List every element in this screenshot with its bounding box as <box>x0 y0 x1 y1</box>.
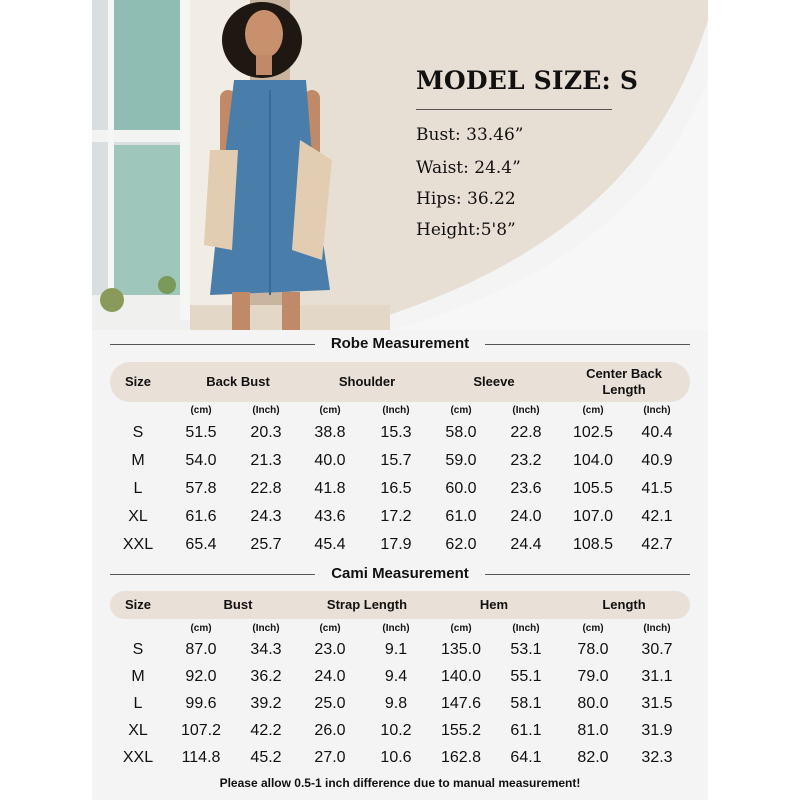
robe-header-2: Shoulder <box>338 374 396 389</box>
robe-unit-0: (cm) <box>190 405 212 416</box>
cami-unit-4: (cm) <box>450 623 472 634</box>
cami-cell: 58.1 <box>510 695 542 712</box>
robe-cell: 22.8 <box>510 424 542 441</box>
cami-cell: 42.2 <box>250 722 282 739</box>
model-photo <box>92 0 708 330</box>
robe-cell: 16.5 <box>380 480 412 497</box>
cami-unit-5: (Inch) <box>512 623 540 634</box>
robe-cell: 65.4 <box>185 536 217 553</box>
cami-cell: 107.2 <box>180 722 222 739</box>
cami-unit-2: (cm) <box>319 623 341 634</box>
robe-cell: 15.7 <box>380 452 412 469</box>
robe-header-4: Center Back Length <box>586 366 662 397</box>
cami-header-3: Hem <box>479 597 509 612</box>
model-height: Height:5'8” <box>416 220 516 240</box>
cami-cell: 39.2 <box>250 695 282 712</box>
robe-cell: 60.0 <box>445 480 477 497</box>
cami-unit-7: (Inch) <box>643 623 671 634</box>
robe-section-title: Robe Measurement <box>330 335 470 352</box>
measurement-note: Please allow 0.5-1 inch difference due to manual measurement! <box>219 776 581 790</box>
cami-unit-3: (Inch) <box>382 623 410 634</box>
robe-cell: 24.3 <box>250 508 282 525</box>
cami-cell: 31.1 <box>641 668 673 685</box>
robe-cell: 41.5 <box>641 480 673 497</box>
cami-cell: 30.7 <box>641 641 673 658</box>
robe-cell: 23.2 <box>510 452 542 469</box>
robe-cell: 57.8 <box>185 480 217 497</box>
cami-unit-0: (cm) <box>190 623 212 634</box>
robe-cell: 51.5 <box>185 424 217 441</box>
cami-cell: 79.0 <box>577 668 609 685</box>
robe-unit-4: (cm) <box>450 405 472 416</box>
cami-cell: 135.0 <box>440 641 482 658</box>
robe-unit-3: (Inch) <box>382 405 410 416</box>
robe-cell: 17.9 <box>380 536 412 553</box>
cami-title-line-right <box>485 574 690 575</box>
model-hips: Hips: 36.22 <box>416 189 516 209</box>
robe-cell: 102.5 <box>572 424 614 441</box>
robe-cell: 41.8 <box>314 480 346 497</box>
robe-size-label: XXL <box>122 536 154 553</box>
robe-cell: 45.4 <box>314 536 346 553</box>
cami-size-label: M <box>131 668 145 685</box>
cami-cell: 10.2 <box>380 722 412 739</box>
cami-cell: 78.0 <box>577 641 609 658</box>
robe-unit-2: (cm) <box>319 405 341 416</box>
cami-section-title: Cami Measurement <box>331 565 469 582</box>
cami-cell: 10.6 <box>380 749 412 766</box>
cami-cell: 27.0 <box>314 749 346 766</box>
cami-cell: 114.8 <box>181 749 221 766</box>
cami-cell: 55.1 <box>510 668 542 685</box>
robe-title-line-right <box>485 344 690 345</box>
cami-cell: 162.8 <box>440 749 482 766</box>
robe-header-0: Size <box>124 374 151 389</box>
robe-cell: 43.6 <box>314 508 346 525</box>
cami-cell: 36.2 <box>250 668 282 685</box>
robe-cell: 24.4 <box>510 536 542 553</box>
robe-unit-1: (Inch) <box>252 405 280 416</box>
model-bust: Bust: 33.46” <box>416 125 524 145</box>
cami-cell: 23.0 <box>314 641 346 658</box>
robe-header-1: Back Bust <box>206 374 270 389</box>
robe-size-label: XL <box>128 508 148 525</box>
model-waist: Waist: 24.4” <box>416 158 521 178</box>
robe-cell: 42.1 <box>641 508 673 525</box>
cami-cell: 25.0 <box>314 695 346 712</box>
cami-header-2: Strap Length <box>326 597 408 612</box>
cami-header-4: Length <box>602 597 646 612</box>
cami-cell: 92.0 <box>185 668 217 685</box>
robe-size-label: M <box>131 452 145 469</box>
model-size-title: MODEL SIZE: S <box>416 66 639 95</box>
model-photo-illustration <box>92 0 708 330</box>
robe-cell: 59.0 <box>445 452 477 469</box>
cami-cell: 80.0 <box>577 695 609 712</box>
cami-header-0: Size <box>124 597 151 612</box>
robe-unit-6: (cm) <box>582 405 604 416</box>
cami-cell: 64.1 <box>510 749 542 766</box>
cami-cell: 53.1 <box>510 641 542 658</box>
robe-cell: 40.0 <box>314 452 346 469</box>
robe-cell: 17.2 <box>380 508 412 525</box>
robe-cell: 22.8 <box>250 480 282 497</box>
robe-unit-7: (Inch) <box>643 405 671 416</box>
robe-cell: 15.3 <box>380 424 412 441</box>
robe-cell: 61.6 <box>185 508 217 525</box>
robe-cell: 107.0 <box>572 508 614 525</box>
cami-cell: 81.0 <box>577 722 609 739</box>
cami-cell: 140.0 <box>440 668 482 685</box>
cami-cell: 34.3 <box>250 641 282 658</box>
cami-cell: 24.0 <box>314 668 346 685</box>
robe-unit-5: (Inch) <box>512 405 540 416</box>
cami-unit-6: (cm) <box>582 623 604 634</box>
robe-cell: 21.3 <box>250 452 282 469</box>
robe-cell: 105.5 <box>572 480 614 497</box>
cami-cell: 99.6 <box>185 695 217 712</box>
cami-cell: 82.0 <box>577 749 609 766</box>
robe-size-label: L <box>133 480 143 497</box>
cami-unit-1: (Inch) <box>252 623 280 634</box>
model-title-divider <box>416 109 612 110</box>
robe-cell: 54.0 <box>185 452 217 469</box>
cami-header-1: Bust <box>223 597 253 612</box>
robe-cell: 42.7 <box>641 536 673 553</box>
robe-header-3: Sleeve <box>473 374 515 389</box>
robe-cell: 104.0 <box>572 452 614 469</box>
cami-cell: 9.4 <box>384 668 408 685</box>
cami-cell: 9.8 <box>384 695 408 712</box>
robe-cell: 62.0 <box>445 536 477 553</box>
robe-cell: 24.0 <box>510 508 542 525</box>
cami-cell: 31.9 <box>641 722 673 739</box>
robe-cell: 38.8 <box>314 424 346 441</box>
cami-size-label: L <box>133 695 143 712</box>
robe-cell: 61.0 <box>445 508 477 525</box>
robe-cell: 58.0 <box>445 424 477 441</box>
cami-size-label: XL <box>128 722 148 739</box>
cami-cell: 31.5 <box>641 695 673 712</box>
cami-cell: 45.2 <box>250 749 282 766</box>
cami-cell: 87.0 <box>185 641 217 658</box>
cami-cell: 147.6 <box>440 695 482 712</box>
robe-cell: 25.7 <box>250 536 282 553</box>
cami-size-label: XXL <box>122 749 154 766</box>
cami-size-label: S <box>132 641 144 658</box>
robe-cell: 20.3 <box>250 424 282 441</box>
cami-cell: 26.0 <box>314 722 346 739</box>
robe-size-label: S <box>132 424 144 441</box>
robe-cell: 23.6 <box>510 480 542 497</box>
robe-cell: 40.4 <box>641 424 673 441</box>
cami-cell: 9.1 <box>384 641 408 658</box>
robe-cell: 108.5 <box>572 536 614 553</box>
robe-cell: 40.9 <box>641 452 673 469</box>
cami-cell: 155.2 <box>440 722 482 739</box>
cami-cell: 32.3 <box>641 749 673 766</box>
cami-cell: 61.1 <box>510 722 542 739</box>
